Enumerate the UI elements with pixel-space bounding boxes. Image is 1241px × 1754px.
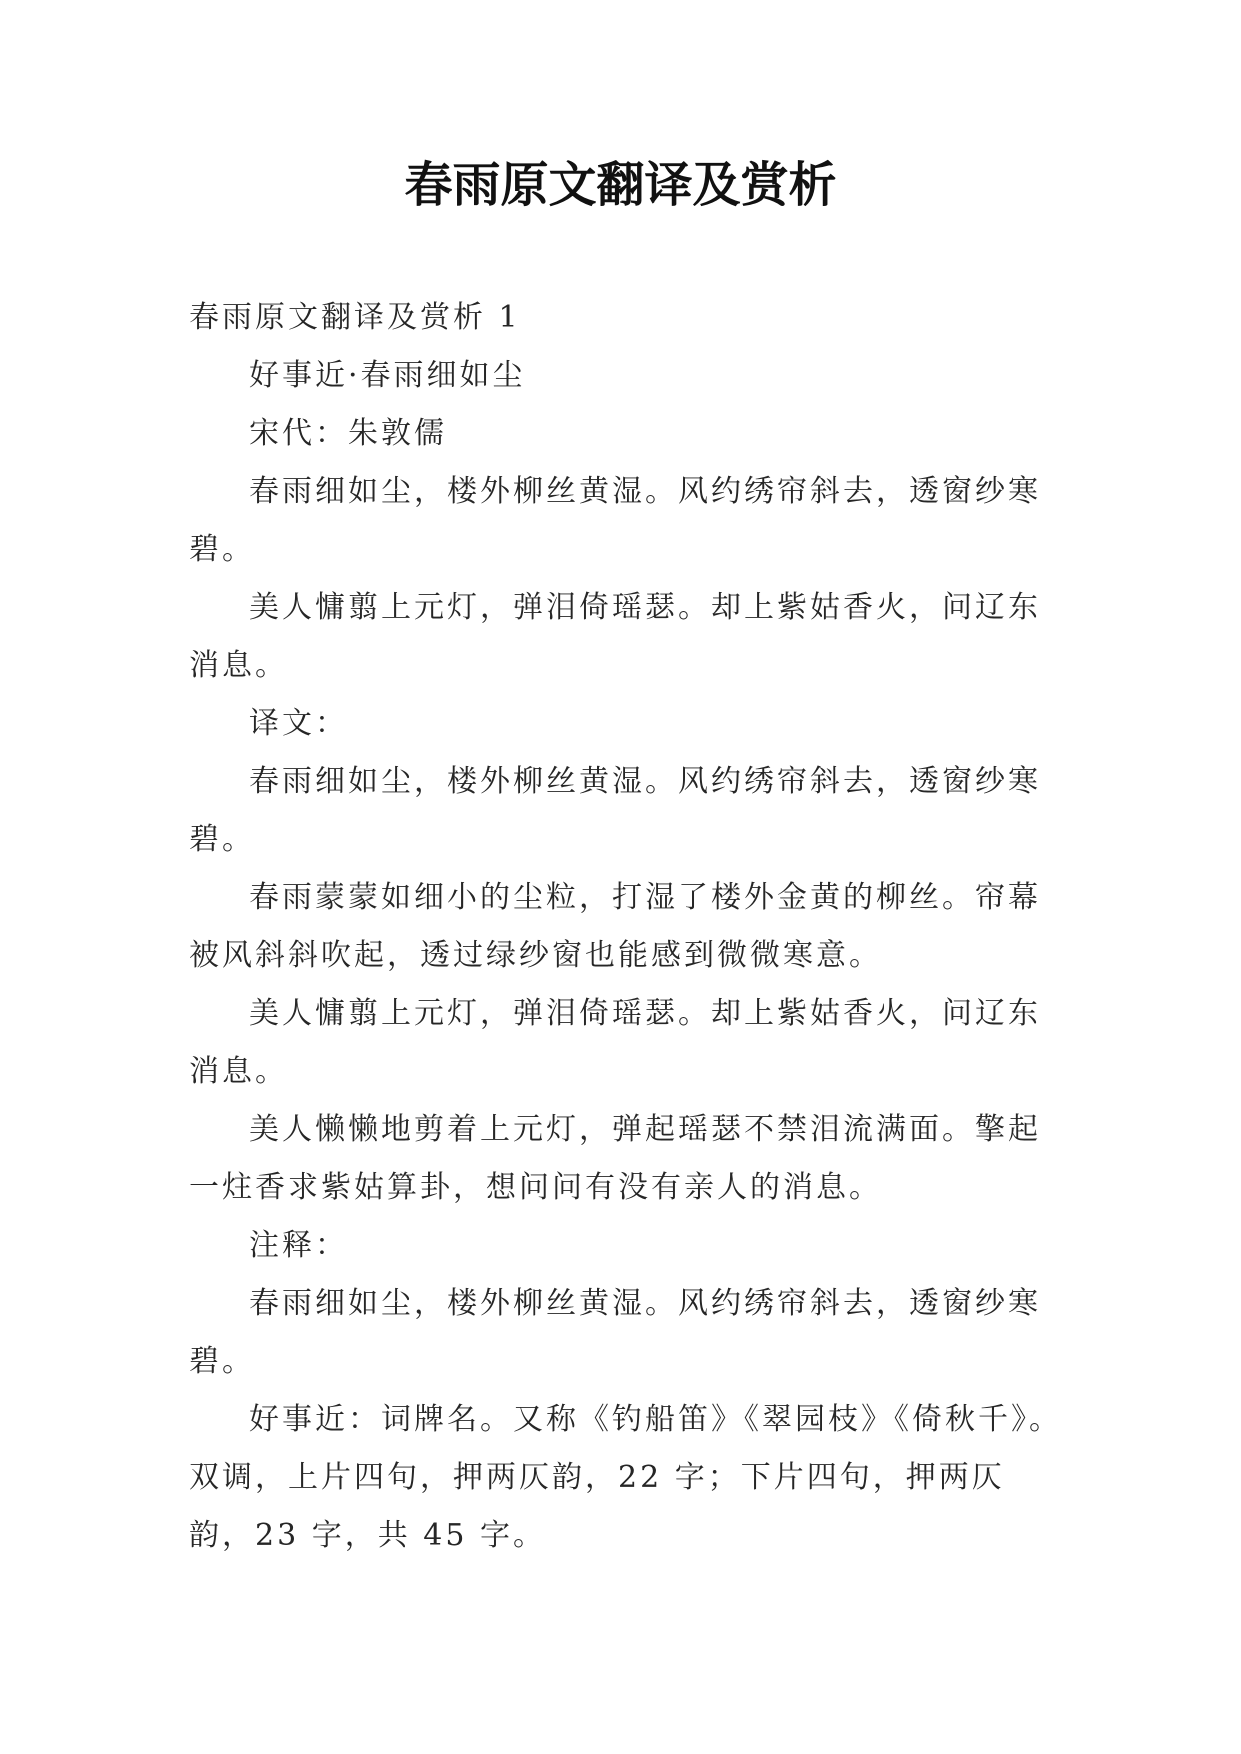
annotation-note: 好事近：词牌名。又称《钓船笛》《翠园枝》《倚秋千》。双调，上片四句，押两仄韵，22 字；下片四句，押两仄韵，23 字，共 45 字。 [189, 1402, 1062, 1553]
translation-text-2: 美人懒懒地剪着上元灯，弹起瑶瑟不禁泪流满面。擎起一炷香求紫姑算卦，想问问有没有亲人的消息。 [189, 1112, 1041, 1205]
document-body [189, 289, 1069, 1565]
poem-title: 好事近·春雨细如尘 [249, 358, 526, 393]
translation-original-2: 美人慵翦上元灯，弹泪倚瑶瑟。却上紫姑香火，问辽东消息。 [189, 996, 1041, 1089]
poem-stanza-2: 美人慵翦上元灯，弹泪倚瑶瑟。却上紫姑香火，问辽东消息。 [189, 590, 1041, 683]
section-heading: 春雨原文翻译及赏析 1 [189, 300, 521, 335]
poem-stanza-1: 春雨细如尘，楼外柳丝黄湿。风约绣帘斜去，透窗纱寒碧。 [189, 474, 1041, 567]
translation-text-1: 春雨蒙蒙如细小的尘粒，打湿了楼外金黄的柳丝。帘幕被风斜斜吹起，透过绿纱窗也能感到微微寒意。 [189, 880, 1041, 973]
annotation-original: 春雨细如尘，楼外柳丝黄湿。风约绣帘斜去，透窗纱寒碧。 [189, 1286, 1041, 1379]
annotation-label: 注释： [249, 1228, 348, 1263]
translation-original-1: 春雨细如尘，楼外柳丝黄湿。风约绣帘斜去，透窗纱寒碧。 [189, 764, 1041, 857]
translation-label: 译文： [249, 706, 348, 741]
document-title: 春雨原文翻译及赏析 [404, 157, 837, 213]
poem-author: 宋代：朱敦儒 [249, 416, 447, 451]
